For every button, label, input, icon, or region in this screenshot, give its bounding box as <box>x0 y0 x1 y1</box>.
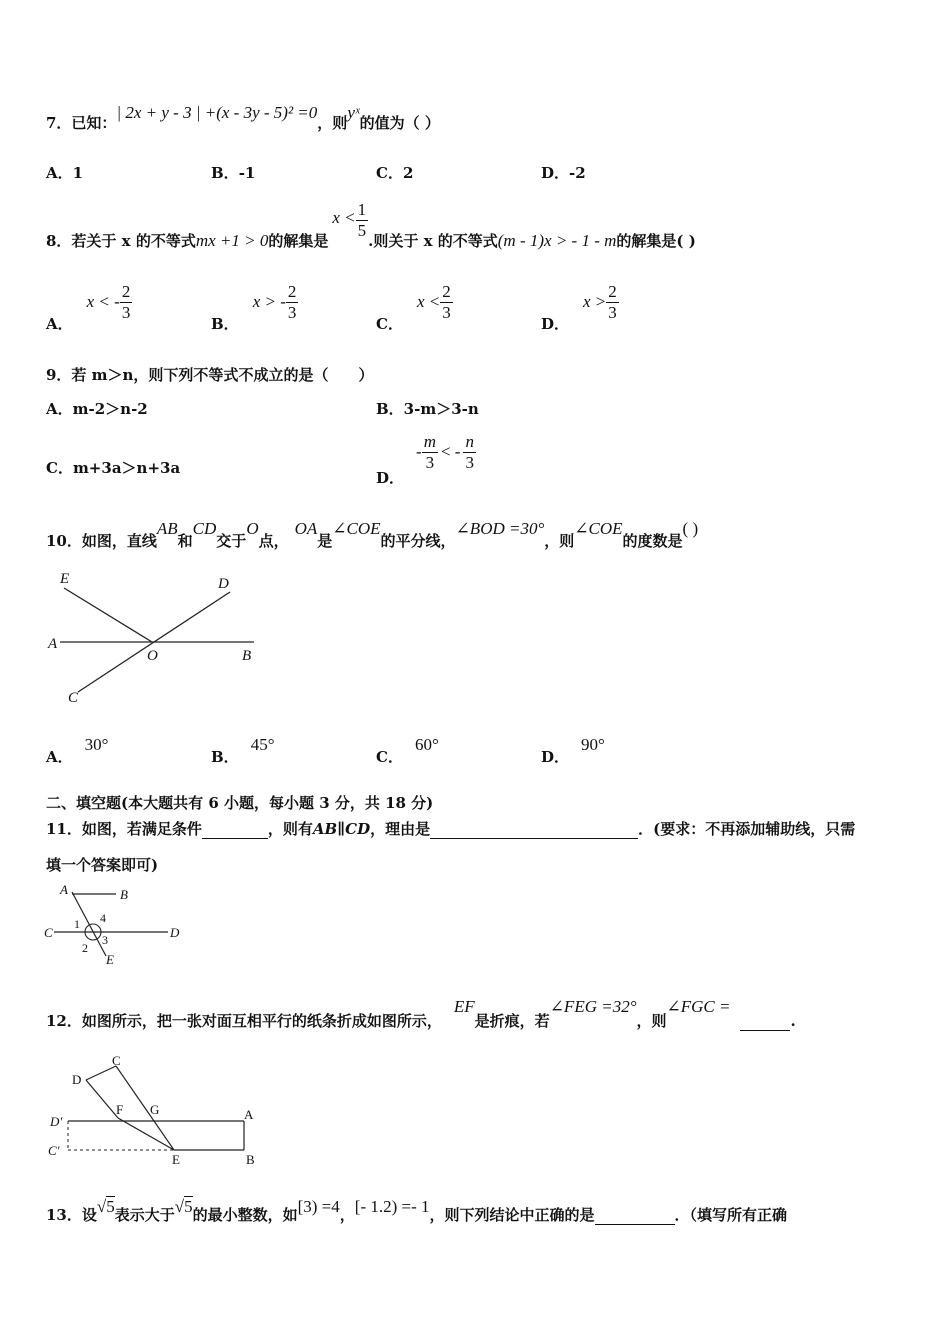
numerator: 2 <box>121 282 131 301</box>
label-f: F <box>116 1102 124 1117</box>
q13-text-2: 表示大于 <box>114 1206 175 1224</box>
q10-oa: OA <box>294 519 318 538</box>
q12-text-2: 是折痕，若 <box>474 1012 550 1030</box>
q13-comma: ， <box>339 1206 355 1224</box>
numerator: 2 <box>287 282 297 301</box>
q9-option-d[interactable] <box>376 432 476 487</box>
q7-option-c[interactable] <box>376 162 413 183</box>
q10-point: 点， <box>258 532 289 550</box>
q9-option-b[interactable]: B．3-m＞3-n <box>376 400 479 418</box>
q7-tail: 的值为（ ） <box>359 114 440 132</box>
option-label: A． <box>46 164 73 182</box>
q13-sqrt-1: √5 <box>96 1197 115 1216</box>
q7-stem <box>46 103 440 133</box>
label-c: C <box>112 1054 121 1068</box>
label-cp: C' <box>48 1143 60 1158</box>
label-3: 3 <box>102 933 108 947</box>
option-lhs: x < <box>416 291 441 311</box>
denominator: 3 <box>442 303 451 322</box>
option-label: B． <box>211 748 239 766</box>
q12-text-3: ，则 <box>636 1012 667 1030</box>
numerator: n <box>465 432 474 451</box>
option-label: B． <box>211 164 239 182</box>
q7-expression: | 2x + y - 3 | +(x - 3y - 5)² =0 <box>116 103 318 122</box>
label-a: A <box>48 636 58 652</box>
label-1: 1 <box>74 917 80 931</box>
q11-relation: AB∥CD <box>312 820 371 838</box>
option-label: C． <box>376 164 403 182</box>
q7-mid: ，则 <box>317 114 348 132</box>
option-label: D． <box>541 748 570 766</box>
q8-option-c[interactable] <box>376 282 453 333</box>
option-text: -2 <box>569 164 586 182</box>
option-text: 2 <box>402 164 414 182</box>
option-text: -1 <box>238 164 256 182</box>
q11-stem-cont: 填一个答案即可) <box>46 856 159 874</box>
q12-figure <box>44 1054 274 1174</box>
q10-angle-coe-2: ∠COE <box>574 519 623 538</box>
label-g: G <box>150 1102 160 1117</box>
label-d: D <box>72 1072 82 1087</box>
label-d: D <box>218 576 229 592</box>
q7-option-a[interactable] <box>46 162 83 183</box>
q13-text-5: ．（填写所有正确 <box>674 1206 788 1224</box>
denominator: 3 <box>287 303 297 322</box>
denominator: 3 <box>425 453 435 472</box>
option-lhs: x > - <box>252 291 286 311</box>
label-a: A <box>60 882 68 897</box>
denominator: 3 <box>608 303 617 322</box>
q10-paren: ( ) <box>682 519 699 538</box>
q11-blank-1[interactable] <box>202 823 268 839</box>
q13-blank[interactable] <box>595 1209 675 1225</box>
q12-stem <box>46 996 796 1030</box>
q12-ef: EF <box>453 997 475 1016</box>
q10-cd: CD <box>192 519 217 538</box>
q13-stem <box>46 1196 788 1224</box>
option-label: D． <box>541 314 570 333</box>
option-lhs: x > <box>583 291 607 311</box>
q8-stem <box>46 198 696 250</box>
q10-number: 10．如图，直线 <box>46 532 157 550</box>
q8-inequality-2: (m - 1)x > - 1 - m <box>497 230 617 250</box>
option-fraction <box>286 282 299 323</box>
q11-stem <box>46 818 855 839</box>
q10-option-a[interactable] <box>46 734 109 766</box>
q10-cross: 交于 <box>216 532 247 550</box>
radicand: 5 <box>106 1197 115 1216</box>
option-text: 1 <box>72 164 84 182</box>
q10-then: ，则 <box>544 532 575 550</box>
option-fraction <box>606 282 619 323</box>
option-fraction <box>440 282 453 323</box>
q10-degree: 的度数是 <box>622 532 683 550</box>
q12-angle-fgc: ∠FGC = <box>666 997 731 1016</box>
numerator: m <box>423 432 436 451</box>
denominator: 3 <box>465 453 474 472</box>
option-text: 90° <box>581 735 605 754</box>
q13-sqrt-2: √5 <box>174 1197 193 1216</box>
q7-option-b[interactable] <box>211 162 255 183</box>
q10-angle-bod: ∠BOD =30° <box>455 519 545 538</box>
option-label: D． <box>541 164 570 182</box>
q11-text-1: 11．如图，若满足条件 <box>46 820 202 838</box>
q7-option-d[interactable] <box>541 162 586 183</box>
q8-text-1: 的解集是 <box>268 231 329 250</box>
q12-blank[interactable] <box>740 1015 790 1031</box>
option-label: D． <box>376 468 405 487</box>
option-lhs: x < - <box>86 291 120 311</box>
q11-text-3: ，理由是 <box>370 820 431 838</box>
q8-option-d[interactable] <box>541 282 619 333</box>
label-e: E <box>60 571 70 587</box>
option-text: 45° <box>250 735 275 754</box>
numerator: 2 <box>442 282 451 301</box>
label-c: C <box>44 925 53 940</box>
section-2-heading: 二、填空题(本大题共有 6 小题，每小题 3 分，共 18 分) <box>46 794 434 812</box>
q10-is: 是 <box>317 532 333 550</box>
q10-option-d[interactable] <box>541 734 605 766</box>
label-b: B <box>120 887 128 902</box>
option-minus: - <box>416 441 422 461</box>
label-b: B <box>242 648 252 664</box>
q12-text-1: 12．如图所示，把一张对面互相平行的纸条折成如图所示， <box>46 1012 442 1030</box>
label-a: A <box>244 1107 254 1122</box>
option-label: A． <box>46 748 73 766</box>
numerator: 1 <box>357 200 367 219</box>
q12-text-4: . <box>790 1012 796 1030</box>
q11-figure <box>42 880 192 970</box>
option-fraction-2 <box>463 432 476 473</box>
q10-option-b[interactable] <box>211 734 275 766</box>
q8-number: 8．若关于 x 的不等式 <box>46 231 196 250</box>
q7-number: 7．已知： <box>46 114 117 132</box>
label-d: D <box>170 925 180 940</box>
label-e: E <box>172 1152 180 1167</box>
q10-option-c[interactable] <box>376 734 439 766</box>
q9-option-c[interactable]: C．m+3a＞n+3a <box>46 459 181 477</box>
option-label: C． <box>376 748 403 766</box>
q8-text-2: .则关于 x 的不等式 <box>368 231 498 250</box>
option-fraction-1 <box>422 432 438 473</box>
label-dp: D' <box>50 1114 63 1129</box>
q10-bisector: 的平分线， <box>380 532 456 550</box>
label-e: E <box>106 952 114 967</box>
q11-text-4: ．(要求：不再添加辅助线，只需 <box>638 820 856 838</box>
q10-figure <box>44 568 274 708</box>
label-o: O <box>147 648 158 664</box>
option-lt: < - <box>440 441 461 461</box>
option-text: 30° <box>84 735 109 754</box>
option-label: A． <box>46 314 73 333</box>
q8-option-a[interactable] <box>46 282 132 333</box>
denominator: 3 <box>121 303 131 322</box>
option-fraction <box>120 282 133 323</box>
label-c: C <box>68 690 79 706</box>
option-label: B． <box>211 314 239 333</box>
q8-inequality-1: mx +1 > 0 <box>195 230 269 250</box>
q8-solution-fraction <box>356 200 369 241</box>
q12-angle-feg: ∠FEG =32° <box>549 997 637 1016</box>
q13-text-4: ，则下列结论中正确的是 <box>429 1206 595 1224</box>
q13-example-1: [3) =4 <box>297 1197 340 1216</box>
q13-text-3: 的最小整数，如 <box>192 1206 298 1224</box>
q13-text-1: 13．设 <box>46 1206 97 1224</box>
option-label: C． <box>376 314 403 333</box>
q10-ab: AB <box>156 519 178 538</box>
label-b: B <box>246 1152 255 1167</box>
q9-option-a[interactable]: A．m-2＞n-2 <box>46 400 148 418</box>
label-4: 4 <box>100 911 106 925</box>
q8-text-3: 的解集是( ) <box>616 231 696 250</box>
label-2: 2 <box>82 941 88 955</box>
q10-angle-coe: ∠COE <box>332 519 381 538</box>
q7-power: yˣ <box>347 103 360 122</box>
q10-stem <box>46 518 699 550</box>
denominator: 5 <box>357 221 367 240</box>
q13-example-2: [- 1.2) =- 1 <box>354 1197 430 1216</box>
q8-solution-lhs: x < <box>332 207 356 227</box>
q11-blank-2[interactable] <box>430 823 638 839</box>
numerator: 2 <box>608 282 617 301</box>
radicand: 5 <box>184 1197 193 1216</box>
q8-option-b[interactable] <box>211 282 298 333</box>
option-text: 60° <box>414 735 439 754</box>
q10-o: O <box>246 519 259 538</box>
q10-and: 和 <box>177 532 193 550</box>
q11-text-2: ，则有 <box>267 820 313 838</box>
q9-stem: 9．若 m＞n，则下列不等式不成立的是（ ） <box>46 366 374 384</box>
